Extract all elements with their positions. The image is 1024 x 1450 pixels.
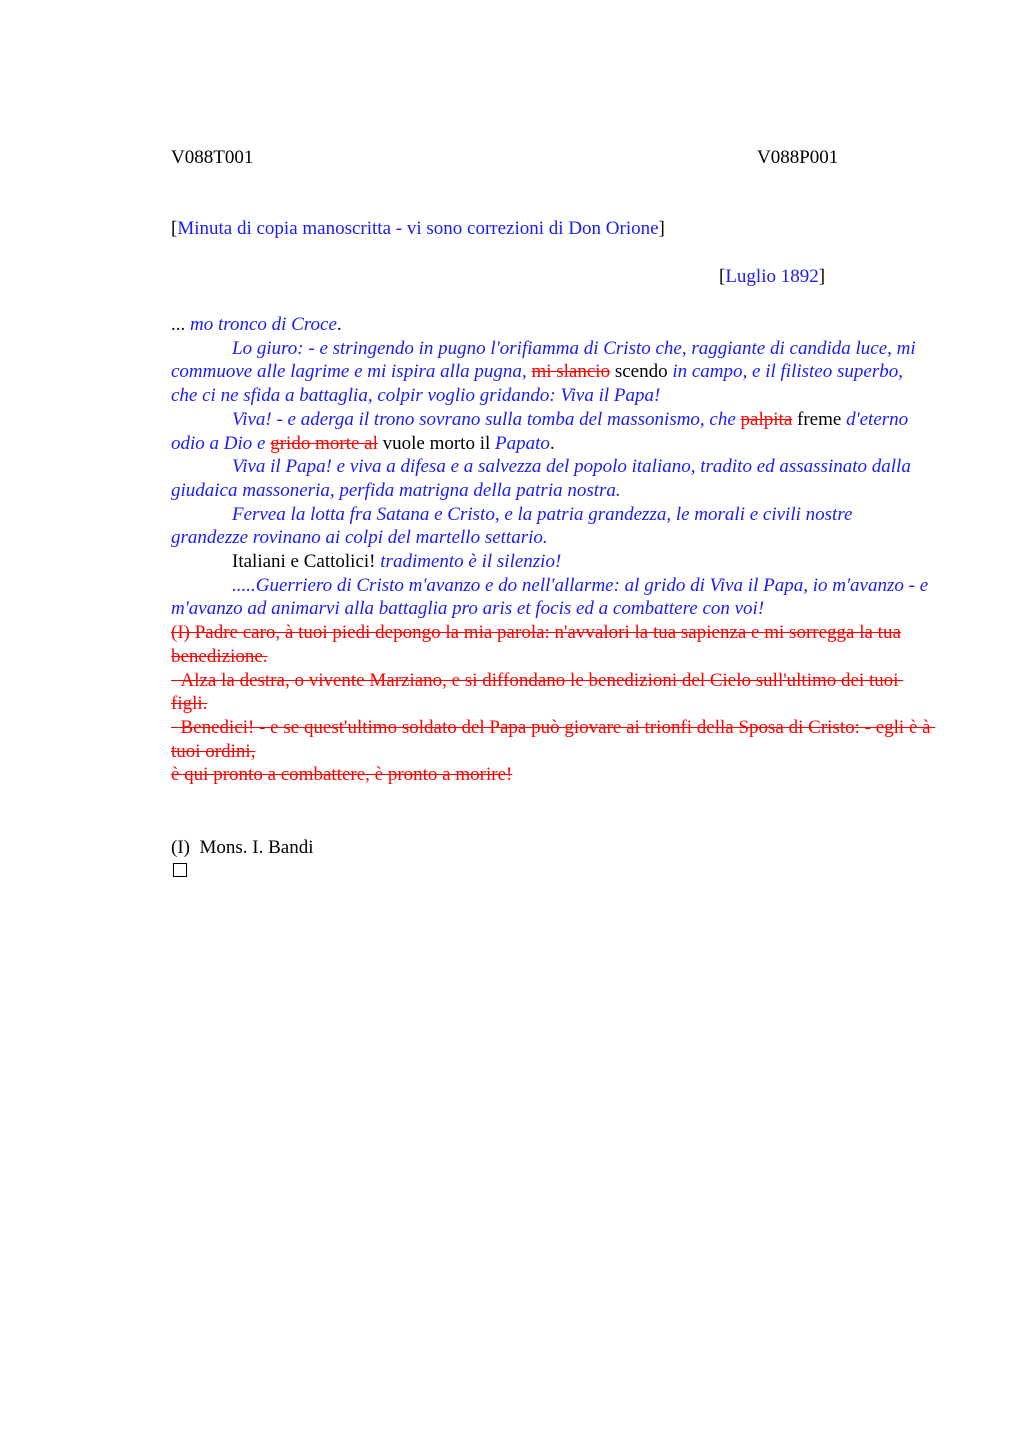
deleted-text: palpita	[740, 408, 793, 430]
struck-line-2: Alza la destra, o vivente Marziano, e si diffondano le benedizioni del Cielo sull'ultimo dei tuoi figli.	[171, 669, 904, 715]
struck-line-3: Benedici! - e se quest'ultimo soldato del Papa può giovare ai trionfi della Sposa di Cristo: - egli è à tuoi ordini,	[171, 716, 936, 762]
document-code-left: V088T001	[171, 147, 254, 168]
struck-line-4: è qui pronto a combattere, è pronto a morire!	[171, 764, 513, 786]
deleted-text: grido morte al	[270, 432, 378, 454]
editorial-note: [Minuta di copia manoscritta - vi sono correzioni di Don Orione]	[171, 218, 665, 239]
paragraph-0: ... mo tronco di Croce.	[171, 314, 342, 335]
document-date: [Luglio 1892]	[719, 266, 826, 287]
document-date-text: Luglio 1892	[725, 266, 819, 287]
paragraph-6: .....Guerriero di Cristo m'avanzo e do nell'allarme: al grido di Viva il Papa, io m'avanzo - e m'avanzo ad animarvi alla battaglia pro aris et focis ed a combattere con voi!	[171, 574, 929, 620]
checkbox-glyph	[173, 863, 187, 877]
paragraph-1: Lo giuro: - e stringendo in pugno l'orifiamma di Cristo che, raggiante di candida luce, mi commuove alle lagrime e mi ispira alla pugna, mi slancio scendo in campo, e il filisteo superbo, che ci ne sfida a battaglia, colpir voglio gridando: Viva il Papa!	[171, 337, 916, 407]
document-code-right: V088P001	[757, 147, 839, 168]
footnote: (I) Mons. I. Bandi	[171, 837, 314, 858]
deleted-text: mi slancio	[531, 361, 611, 383]
paragraph-5: Italiani e Cattolici! tradimento è il silenzio!	[232, 551, 562, 573]
letter-body	[171, 313, 936, 787]
paragraph-3: Viva il Papa! e viva a difesa e a salvezza del popolo italiano, tradito ed assassinato dalla giudaica massoneria, perfida matrigna della patria nostra.	[171, 456, 911, 501]
editorial-note-text: Minuta di copia manoscritta - vi sono correzioni di Don Orione	[177, 218, 659, 239]
paragraph-4: Fervea la lotta fra Satana e Cristo, e la patria grandezza, le morali e civili nostre grandezze rovinano ai colpi del martello settario.	[171, 503, 853, 549]
struck-line-1: (I) Padre caro, à tuoi piedi depongo la mia parola: n'avvalori la tua sapienza e mi sorregga la tua benedizione.	[171, 622, 901, 667]
paragraph-2: Viva! - e aderga il trono sovrano sulla tomba del massonismo, che palpita freme d'eterno odio a Dio e grido morte al vuole morto il Papato.	[171, 408, 909, 454]
